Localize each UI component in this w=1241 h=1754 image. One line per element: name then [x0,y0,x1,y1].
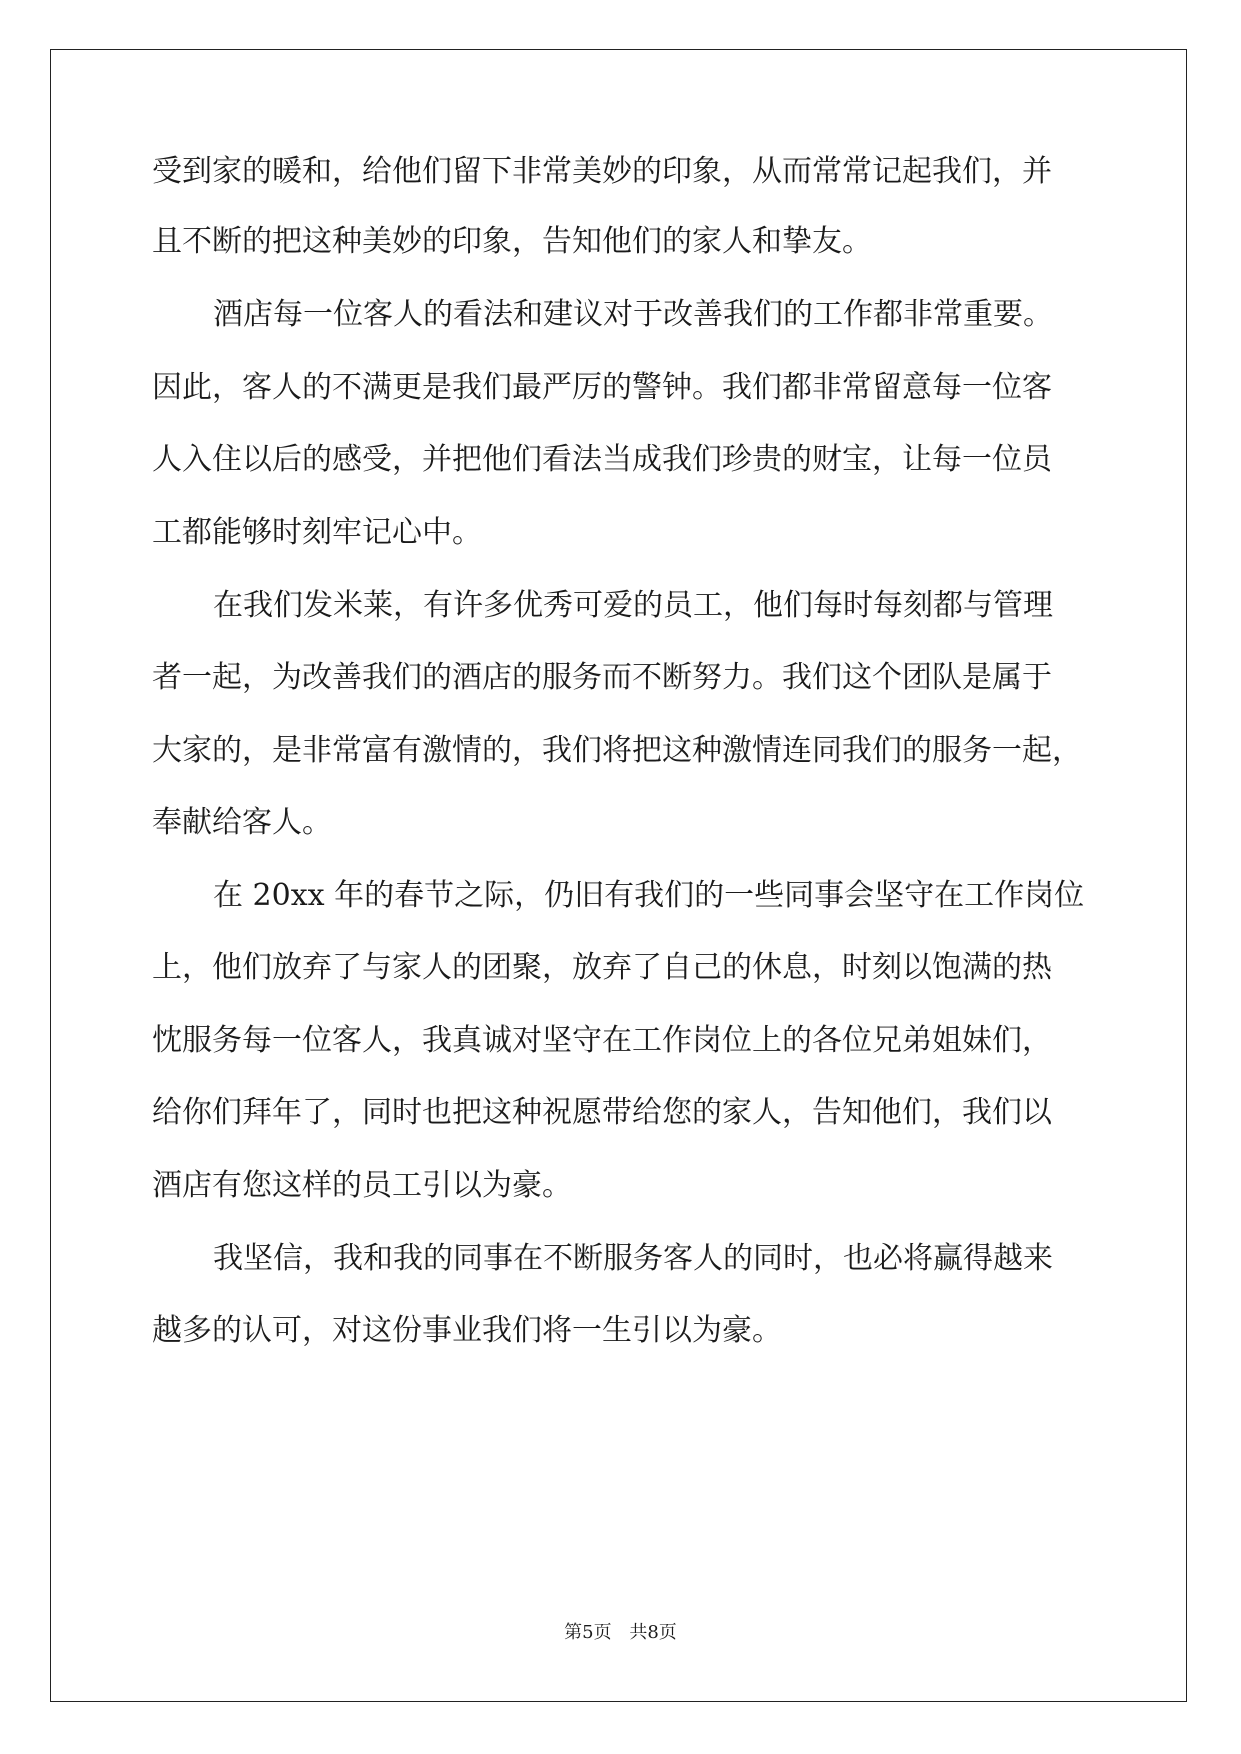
paragraph-start-line: 我坚信，我和我的同事在不断服务客人的同时，也必将赢得越来 [213,1241,1053,1276]
body-line: 大家的，是非常富有激情的，我们将把这种激情连同我们的服务一起， [152,733,1082,768]
body-line: 人入住以后的感受，并把他们看法当成我们珍贵的财宝，让每一位员 [152,442,1052,477]
body-line: 酒店有您这样的员工引以为豪。 [152,1168,572,1203]
paragraph-start-line: 在我们发米莱，有许多优秀可爱的员工，他们每时每刻都与管理 [213,588,1053,623]
body-line: 者一起，为改善我们的酒店的服务而不断努力。我们这个团队是属于 [152,660,1052,695]
body-line: 奉献给客人。 [152,805,332,840]
body-line: 忱服务每一位客人，我真诚对坚守在工作岗位上的各位兄弟姐妹们， [152,1023,1052,1058]
body-line: 给你们拜年了，同时也把这种祝愿带给您的家人，告知他们，我们以 [152,1095,1052,1130]
paragraph-start-line: 在 20xx 年的春节之际，仍旧有我们的一些同事会坚守在工作岗位 [213,878,1085,913]
page-number-current: 第5页 [564,1622,612,1643]
paragraph-start-line: 酒店每一位客人的看法和建议对于改善我们的工作都非常重要。 [213,297,1053,332]
body-line: 上，他们放弃了与家人的团聚，放弃了自己的休息，时刻以饱满的热 [152,950,1052,985]
body-line: 受到家的暖和，给他们留下非常美妙的印象，从而常常记起我们，并 [152,154,1052,189]
body-line: 越多的认可，对这份事业我们将一生引以为豪。 [152,1313,782,1348]
body-line: 且不断的把这种美妙的印象，告知他们的家人和挚友。 [152,224,872,259]
body-line: 工都能够时刻牢记心中。 [152,515,482,550]
body-line: 因此，客人的不满更是我们最严厉的警钟。我们都非常留意每一位客 [152,370,1052,405]
page-footer [0,1618,1241,1644]
page-number-total: 共8页 [629,1622,677,1643]
